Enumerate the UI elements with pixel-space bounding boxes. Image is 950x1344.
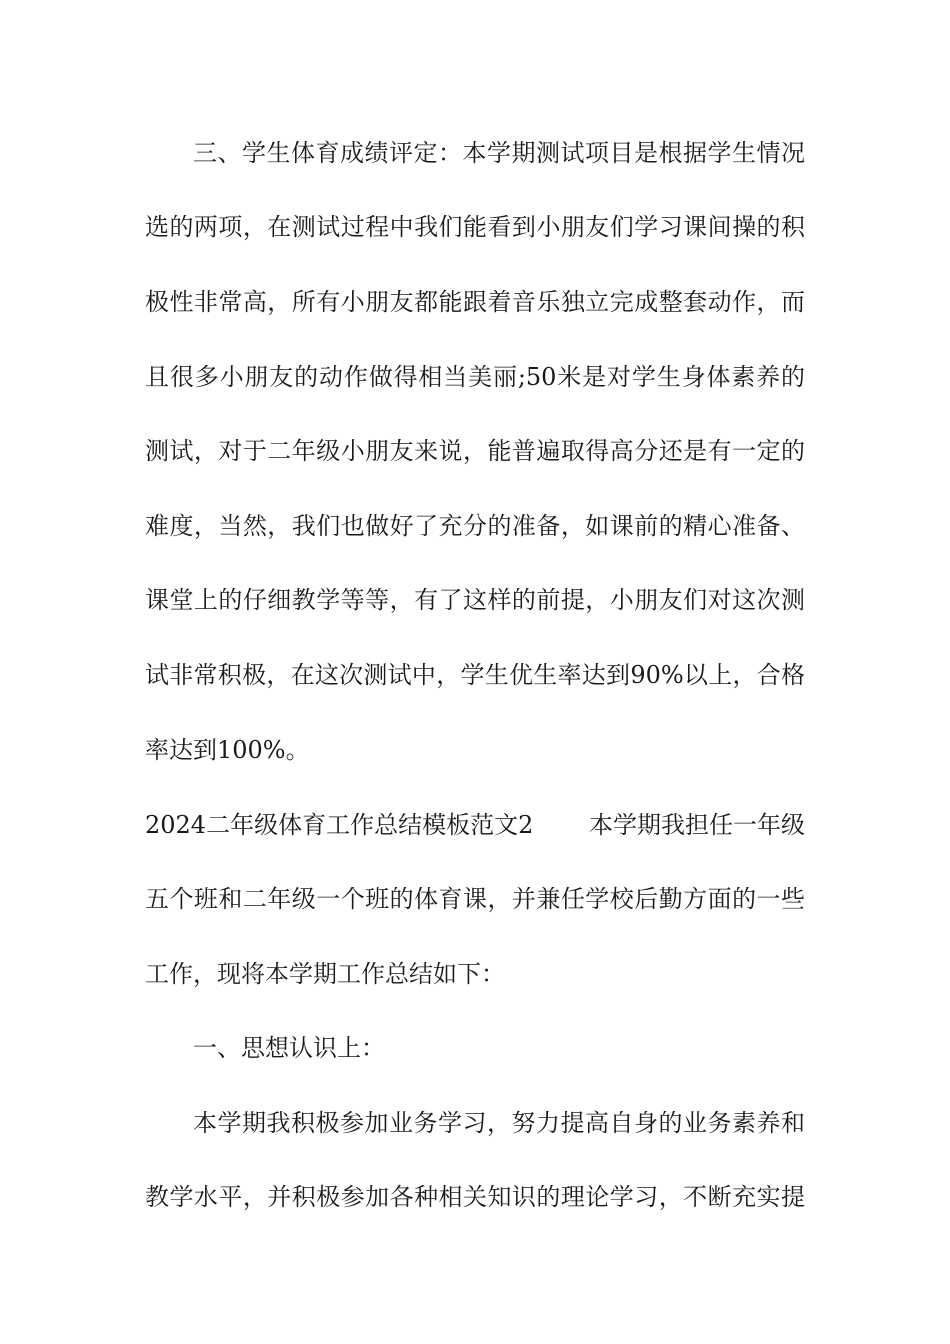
paragraph-line: 本学期我积极参加业务学习，努力提高自身的业务素养和 [193,1109,805,1137]
paragraph-line: 测试，对于二年级小朋友来说，能普遍取得高分还是有一定的 [145,437,805,465]
paragraph-line: 难度，当然，我们也做好了充分的准备，如课前的精心准备、 [145,512,805,540]
paragraph-line: 本学期我担任一年级 [589,811,805,839]
paragraph-line: 教学水平，并积极参加各种相关知识的理论学习，不断充实提 [145,1183,805,1211]
section-title: 一、思想认识上： [193,1034,385,1062]
paragraph-line: 选的两项，在测试过程中我们能看到小朋友们学习课间操的积 [145,213,805,241]
paragraph-line: 率达到100%。 [145,736,310,764]
paragraph-line: 极性非常高，所有小朋友都能跟着音乐独立完成整套动作，而 [145,288,805,316]
paragraph-line: 且很多小朋友的动作做得相当美丽;50米是对学生身体素养的 [145,363,805,391]
paragraph-line: 工作，现将本学期工作总结如下： [145,960,505,988]
paragraph-line: 三、学生体育成绩评定：本学期测试项目是根据学生情况 [193,139,805,167]
paragraph-line: 五个班和二年级一个班的体育课，并兼任学校后勤方面的一些 [145,885,805,913]
section-heading-row [145,805,805,845]
paragraph-line: 试非常积极，在这次测试中，学生优生率达到90%以上，合格 [145,661,805,689]
document-heading: 2024二年级体育工作总结模板范文2 [145,811,534,839]
paragraph-line: 课堂上的仔细教学等等，有了这样的前提，小朋友们对这次测 [145,586,805,614]
